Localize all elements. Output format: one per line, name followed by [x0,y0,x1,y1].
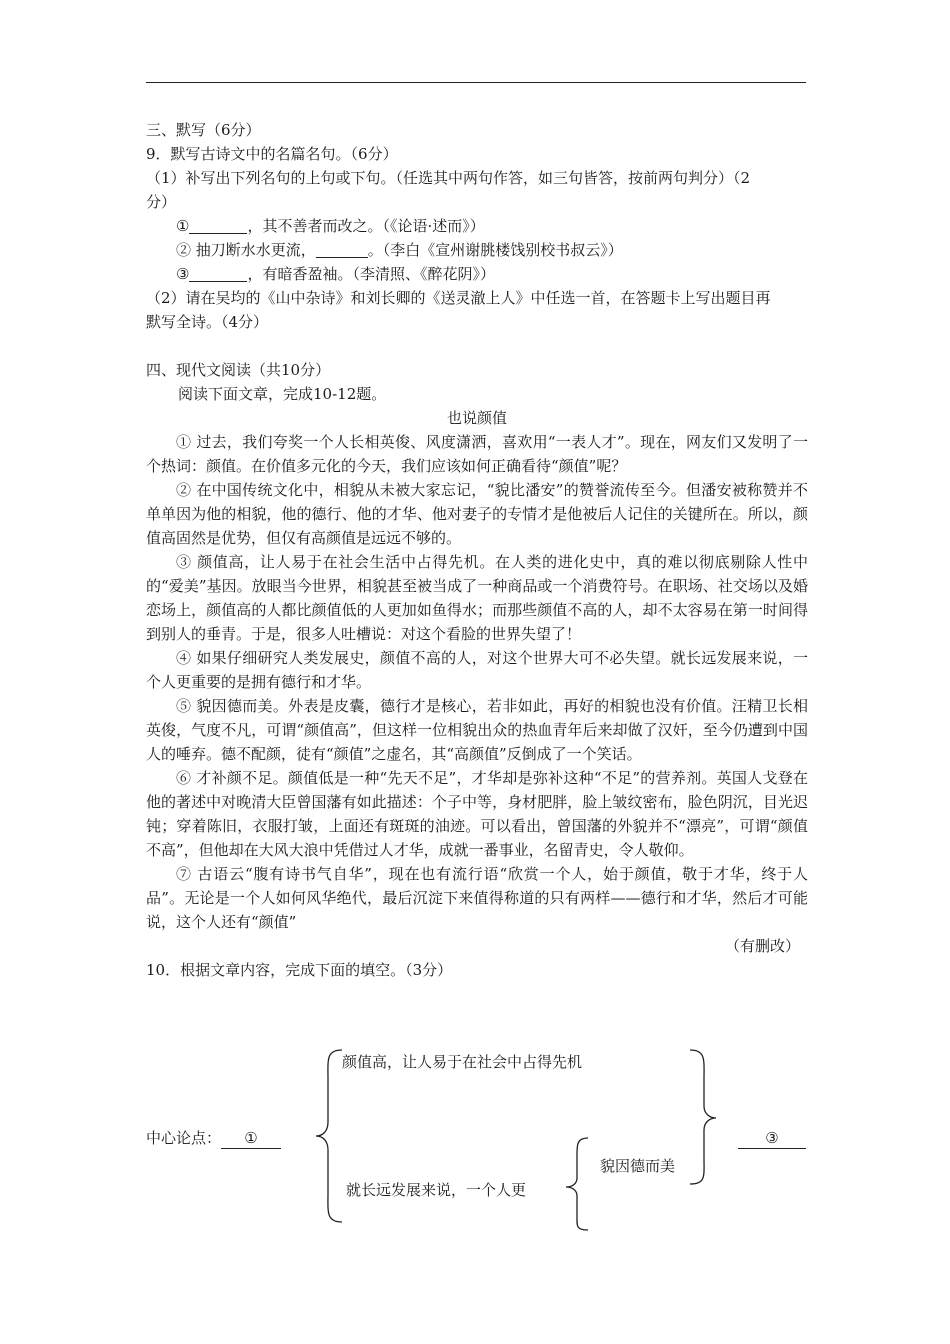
q9-item2: ② 抽刀断水水更流， 。（李白《宣州谢朓楼饯别校书叔云》） [176,241,623,259]
answer-blank-3[interactable]: ③ [738,1128,806,1149]
q9-part1-line1: （1）补写出下列名句的上句或下句。（任选其中两句作答，如三句皆答，按前两句判分）（2 [146,169,751,187]
question-10: 10．根据文章内容，完成下面的填空。（3分） [146,961,453,979]
section4-heading: 四、现代文阅读（共10分） [146,361,331,379]
article-paragraph: ⑥ 才补颜不足。颜值低是一种“先天不足”，才华却是弥补这种“不足”的营养剂。英国人戈登在他的著述中对晚清大臣曾国藩有如此描述：个子中等，身材肥胖，脸上皱纹密布，脸色阴沉，目光迟钝；穿着陈旧，衣服打皱，上面还有斑斑的油迹。可以看出，曾国藩的外貌并不“漂亮”，可谓“颜值不高”，但他却在大风大浪中凭借过人才华，成就一番事业，名留青史，令人敬仰。 [146,769,808,859]
branch-top-text: 颜值高，让人易于在社会中占得先机 [342,1053,583,1071]
branch-bottom-text: 就长远发展来说，一个人更 [346,1181,527,1199]
q9-part1-line2: 分） [146,193,177,211]
sub-branch-text: 貌因德而美 [600,1157,676,1175]
q9-part2-line2: 默写全诗。（4分） [146,313,269,331]
central-argument-row [146,1128,281,1149]
edit-note: （有删改） [724,937,800,955]
q9-part2-line1: （2）请在吴均的《山中杂诗》和刘长卿的《送灵澈上人》中任选一首，在答题卡上写出题目再 [146,289,771,307]
section3-heading: 三、默写（6分） [146,121,261,139]
article-paragraph: ② 在中国传统文化中，相貌从未被大家忘记，“貌比潘安”的赞誉流传至今。但潘安被称赞并不单单因为他的相貌，他的德行、他的才华、他对妻子的专情才是他被后人记住的关键所在。所以，颜值高固然是优势，但仅有高颜值是远远不够的。 [146,481,808,547]
article-title: 也说颜值 [446,409,507,427]
q9-item3: ③ ，有暗香盈袖。（李清照、《醉花阴》） [176,265,495,283]
q9-item1: ① ，其不善者而改之。（《论语·述而》） [176,217,485,235]
article-paragraph: ⑤ 貌因德而美。外表是皮囊，德行才是核心，若非如此，再好的相貌也没有价值。汪精卫长相英俊，气度不凡，可谓“颜值高”，但这样一位相貌出众的热血青年后来却做了汉奸，至今仍遭到中国人的唾弃。德不配颜，徒有“颜值”之虚名，其“高颜值”反倒成了一个笑话。 [146,697,808,763]
article-paragraph: ③ 颜值高，让人易于在社会生活中占得先机。在人类的进化史中，真的难以彻底剔除人性中的“爱美”基因。放眼当今世界，相貌甚至被当成了一种商品或一个消费符号。在职场、社交场以及婚恋场上，颜值高的人都比颜值低的人更加如鱼得水；而那些颜值不高的人，却不太容易在第一时间得到别人的垂青。于是，很多人吐槽说：对这个看脸的世界失望了！ [146,553,808,643]
answer-blank-1[interactable]: ① [221,1128,281,1149]
article-paragraph: ④ 如果仔细研究人类发展史，颜值不高的人，对这个世界大可不必失望。就长远发展来说，一个人更重要的是拥有德行和才华。 [146,649,808,691]
central-argument-label: 中心论点： [146,1129,222,1147]
article-paragraph: ① 过去，我们夸奖一个人长相英俊、风度潇洒，喜欢用“一表人才”。现在，网友们又发明了一个热词：颜值。在价值多元化的今天，我们应该如何正确看待“颜值”呢？ [146,433,808,475]
article-paragraph: ⑦ 古语云“腹有诗书气自华”，现在也有流行语“欣赏一个人，始于颜值，敬于才华，终于人品”。无论是一个人如何风华绝代，最后沉淀下来值得称道的只有两样——德行和才华，然后才可能说，这个人还有“颜值” [146,865,808,931]
question-9: 9．默写古诗文中的名篇名句。（6分） [146,145,398,163]
reading-instruction: 阅读下面文章，完成10-12题。 [178,385,387,403]
